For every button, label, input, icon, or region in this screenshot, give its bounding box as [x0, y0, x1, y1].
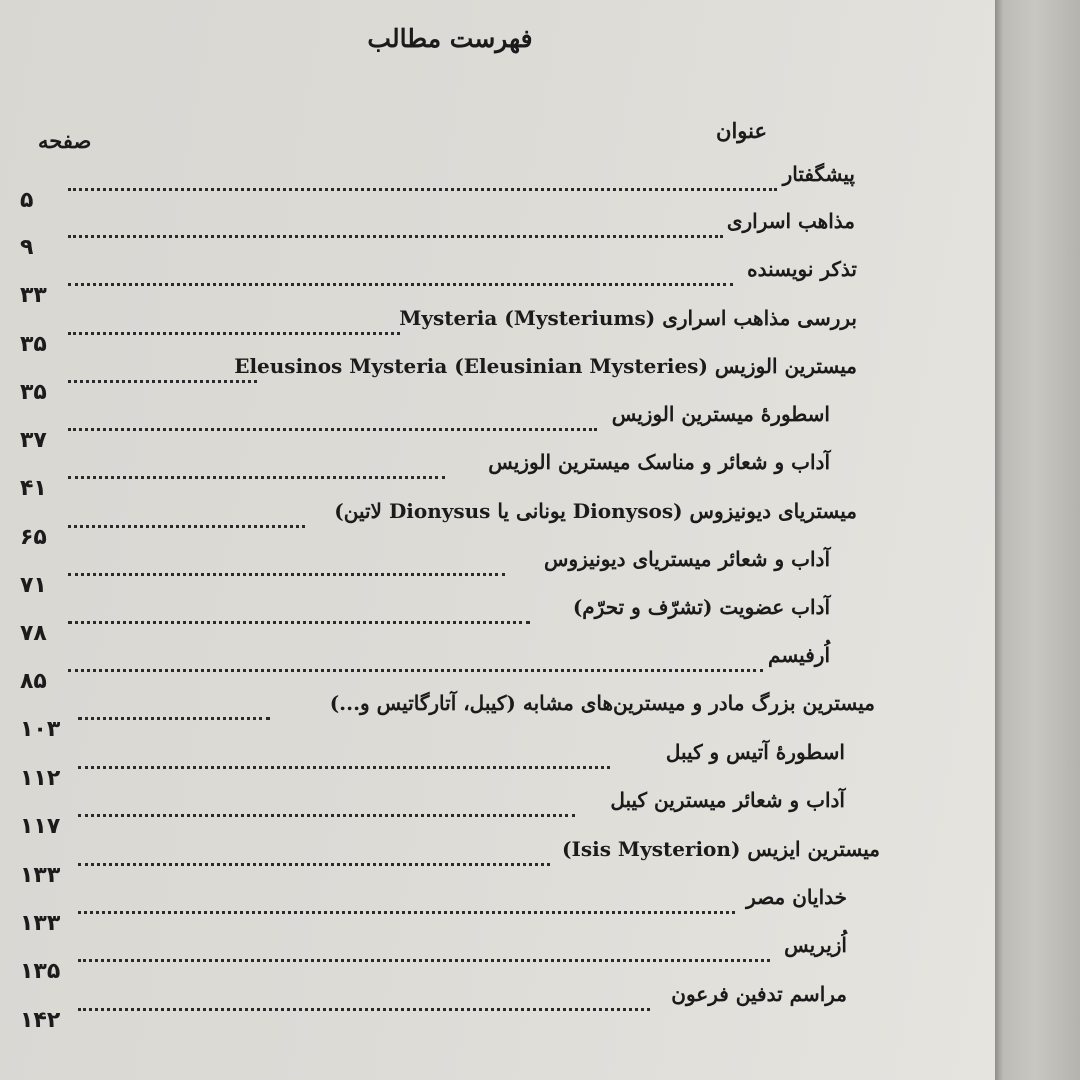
toc-entry — [0, 738, 995, 791]
toc-entry — [0, 304, 995, 357]
entry-title: میسترین ایزیس (Isis Mysterion) — [562, 837, 880, 861]
entry-title: اُرفیسم — [768, 643, 830, 667]
entry-page: ۷۱ — [20, 573, 47, 598]
entry-page: ۳۵ — [20, 332, 47, 357]
leader-dots — [68, 265, 733, 286]
leader-dots — [78, 845, 550, 866]
leader-dots — [68, 555, 505, 576]
toc-entry — [0, 545, 995, 598]
entry-title: آداب و شعائر میستریای دیونیزوس — [544, 547, 830, 571]
entry-page: ۵ — [20, 188, 34, 213]
column-header-page: صفحه — [38, 128, 92, 153]
column-header-title: عنوان — [716, 118, 767, 143]
toc-entry — [0, 593, 995, 646]
entry-page: ۳۵ — [20, 380, 47, 405]
entry-title: خدایان مصر — [746, 885, 847, 909]
entry-page: ۶۵ — [20, 525, 47, 550]
entry-page: ۱۱۷ — [20, 814, 61, 839]
toc-entry — [0, 786, 995, 839]
leader-dots — [78, 941, 770, 962]
entry-title: آداب و شعائر میسترین کیبل — [610, 788, 845, 812]
toc-entry — [0, 641, 995, 694]
leader-dots — [68, 410, 597, 431]
entry-title: اُزیریس — [784, 933, 847, 957]
entry-page: ۱۰۳ — [20, 717, 61, 742]
entry-title: پیشگفتار — [782, 162, 855, 186]
entry-title: تذکر نویسنده — [747, 257, 857, 281]
toc-entry — [0, 255, 995, 308]
toc-entry — [0, 400, 995, 453]
toc-entry — [0, 448, 995, 501]
leader-dots — [68, 651, 763, 672]
leader-dots — [68, 314, 400, 335]
entry-page: ۴۱ — [20, 476, 47, 501]
entry-title: بررسی مذاهب اسراری Mysteria (Mysteriums) — [399, 306, 857, 330]
leader-dots — [78, 748, 610, 769]
toc-entry — [0, 160, 995, 213]
entry-title: میسترین الوزیس Eleusinos Mysteria (Eleusinian Mysteries) — [234, 354, 857, 378]
toc-entry — [0, 835, 995, 888]
leader-dots — [78, 893, 735, 914]
entry-page: ۱۱۲ — [20, 766, 61, 791]
toc-title: فهرست مطالب — [367, 24, 533, 53]
leader-dots — [68, 362, 257, 383]
entry-page: ۱۴۲ — [20, 1008, 61, 1033]
leader-dots — [68, 217, 723, 238]
entry-title: اسطورهٔ آتیس و کیبل — [665, 740, 845, 764]
entry-title: آداب عضویت (تشرّف و تحرّم) — [572, 595, 830, 619]
entry-title: آداب و شعائر و مناسک میسترین الوزیس — [488, 450, 830, 474]
toc-entry — [0, 883, 995, 936]
entry-page: ۳۳ — [20, 283, 47, 308]
entry-page: ۷۸ — [20, 621, 47, 646]
leader-dots — [68, 458, 445, 479]
entry-page: ۱۳۳ — [20, 911, 61, 936]
toc-entry — [0, 497, 995, 550]
leader-dots — [78, 796, 575, 817]
entry-title: مذاهب اسراری — [726, 209, 855, 233]
leader-dots — [78, 990, 650, 1011]
toc-entry — [0, 689, 995, 742]
toc-entry — [0, 207, 995, 260]
leader-dots — [78, 699, 270, 720]
toc-entry — [0, 931, 995, 984]
entry-page: ۱۳۵ — [20, 959, 61, 984]
leader-dots — [68, 170, 777, 191]
page-edge — [995, 0, 1080, 1080]
entry-title: مراسم تدفین فرعون — [671, 982, 847, 1006]
entry-title: میسترین بزرگ مادر و میسترین‌های مشابه (کیبل، آتارگاتیس و...) — [329, 691, 875, 715]
entry-title: اسطورهٔ میسترین الوزیس — [611, 402, 830, 426]
toc-entry — [0, 980, 995, 1033]
toc-entry — [0, 352, 995, 405]
entry-page: ۳۷ — [20, 428, 47, 453]
entry-page: ۸۵ — [20, 669, 47, 694]
entry-title: میستریای دیونیزوس (Dionysos یونانی یا Dionysus لاتین) — [334, 499, 857, 523]
entry-page: ۱۳۳ — [20, 863, 61, 888]
leader-dots — [68, 603, 530, 624]
leader-dots — [68, 507, 305, 528]
entry-page: ۹ — [20, 235, 34, 260]
